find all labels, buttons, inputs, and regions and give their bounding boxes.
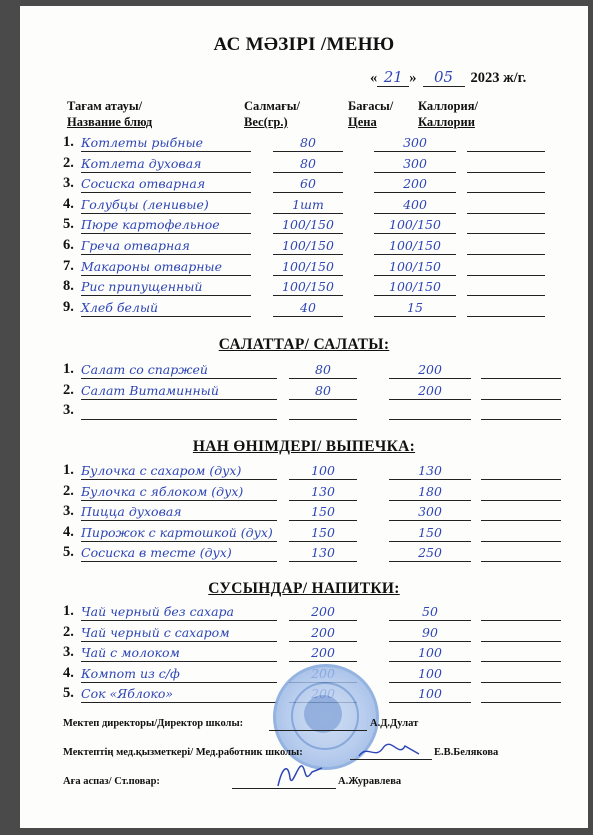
dish-name: Хлеб белый (81, 299, 251, 317)
dish-calories (481, 685, 561, 703)
cook-label: Аға аспаз/ Ст.повар: (63, 776, 160, 787)
dish-calories (467, 134, 545, 152)
director-signature-line (269, 729, 367, 731)
dish-weight: 100/150 (273, 278, 343, 296)
dish-name: Чай черный без сахара (81, 603, 277, 621)
row-number: 8. (63, 278, 74, 295)
dish-calories (481, 665, 561, 683)
menu-row (63, 544, 583, 564)
menu-row (63, 175, 583, 195)
row-number: 5. (63, 544, 74, 560)
menu-document (20, 6, 588, 828)
dish-calories (481, 644, 561, 662)
row-number: 5. (63, 216, 74, 233)
cook-signature (268, 758, 328, 790)
dish-name: Сосиска отварная (81, 175, 251, 193)
menu-row (63, 402, 583, 422)
date-day: 21 (377, 68, 409, 87)
date-open-quote: « (370, 70, 378, 86)
dish-name: Салат Витаминный (81, 382, 277, 400)
dish-price: 50 (389, 603, 471, 621)
menu-row (63, 361, 583, 381)
dish-name: Пюре картофельное (81, 216, 251, 234)
menu-row (63, 155, 583, 175)
dish-calories (481, 462, 561, 480)
dish-name: Чай с молоком (81, 644, 277, 662)
dish-calories (467, 237, 545, 255)
dish-price (389, 402, 471, 420)
menu-row (63, 382, 583, 402)
menu-row (63, 624, 583, 644)
dish-price: 300 (374, 134, 456, 152)
dish-name: Компот из с/ф (81, 665, 277, 683)
row-number: 4. (63, 523, 74, 540)
dish-name: Котлета духовая (81, 155, 251, 173)
dish-name (81, 402, 277, 420)
nurse-signature (355, 740, 425, 762)
dish-weight: 200 (289, 603, 357, 621)
header-dish: Тағам атауы/ Название блюд (67, 99, 153, 129)
dish-calories (481, 524, 561, 542)
dish-calories (467, 175, 545, 193)
dish-calories (481, 503, 561, 521)
dish-name: Чай черный с сахаром (81, 624, 277, 642)
menu-row (63, 524, 583, 544)
dish-weight: 100/150 (273, 237, 343, 255)
dish-calories (467, 299, 545, 317)
row-number: 1. (63, 462, 74, 478)
dish-name: Пицца духовая (81, 503, 277, 521)
dish-price: 15 (374, 299, 456, 317)
menu-row (63, 196, 583, 216)
menu-row (63, 462, 583, 482)
cook-name: А.Журавлева (338, 776, 402, 787)
dish-price: 100 (389, 644, 471, 662)
dish-calories (481, 603, 561, 621)
nurse-name: Е.В.Белякова (434, 747, 499, 758)
salads-title: САЛАТТАР/ САЛАТЫ: (218, 336, 390, 353)
dish-name: Сок «Яблоко» (81, 685, 277, 703)
row-number: 4. (63, 664, 74, 681)
dish-calories (481, 382, 561, 400)
row-number: 3. (63, 175, 74, 192)
dish-name: Голубцы (ленивые) (81, 196, 251, 214)
menu-row (63, 483, 583, 503)
date-year: 2023 ж/г. (470, 70, 527, 86)
dish-calories (481, 361, 561, 379)
dish-price: 400 (374, 196, 456, 214)
dish-price: 100 (389, 685, 471, 703)
dish-price: 250 (389, 544, 471, 562)
menu-row (63, 237, 583, 257)
dish-weight: 60 (273, 175, 343, 193)
dish-calories (467, 196, 545, 214)
menu-row (63, 503, 583, 523)
dish-price: 100/150 (374, 237, 456, 255)
menu-row (63, 278, 583, 298)
row-number: 3. (63, 503, 74, 519)
dish-calories (481, 483, 561, 501)
dish-weight: 80 (289, 361, 357, 379)
drinks-title: СУСЫНДАР/ НАПИТКИ: (208, 580, 400, 597)
dish-calories (467, 155, 545, 173)
dish-calories (481, 624, 561, 642)
row-number: 3. (63, 402, 74, 418)
menu-row (63, 216, 583, 236)
dish-name: Пирожок с картошкой (дух) (81, 524, 277, 542)
row-number: 1. (63, 134, 74, 150)
date-line (370, 68, 526, 87)
dish-calories (467, 216, 545, 234)
dish-name: Рис припущенный (81, 278, 251, 296)
date-close-quote: » (409, 70, 417, 86)
row-number: 2. (63, 381, 74, 398)
dish-weight: 40 (273, 299, 343, 317)
header-price: Бағасы/ Цена (348, 99, 394, 129)
menu-row (63, 299, 583, 319)
dish-price: 130 (389, 462, 471, 480)
menu-row (63, 134, 583, 154)
row-number: 7. (63, 257, 74, 274)
dish-name: Булочка с сахаром (дух) (81, 462, 277, 480)
dish-price: 100/150 (374, 258, 456, 276)
dish-price: 300 (374, 155, 456, 173)
dish-weight: 200 (289, 624, 357, 642)
dish-name: Сосиска в тесте (дух) (81, 544, 277, 562)
dish-price: 100 (389, 665, 471, 683)
dish-weight: 130 (289, 483, 357, 501)
menu-row (63, 644, 583, 664)
dish-weight: 100 (289, 462, 357, 480)
dish-weight: 80 (289, 382, 357, 400)
dish-weight (289, 402, 357, 420)
dish-name: Греча отварная (81, 237, 251, 255)
dish-weight: 150 (289, 524, 357, 542)
row-number: 3. (63, 644, 74, 660)
dish-weight: 130 (289, 544, 357, 562)
dish-calories (481, 402, 561, 420)
dish-name: Макароны отварные (81, 258, 251, 276)
dish-name: Булочка с яблоком (дух) (81, 483, 277, 501)
dish-price: 90 (389, 624, 471, 642)
dish-price: 200 (374, 175, 456, 193)
director-name: А.Д.Дулат (370, 718, 419, 729)
row-number: 6. (63, 237, 74, 253)
menu-row (63, 603, 583, 623)
dish-weight: 80 (273, 134, 343, 152)
row-number: 1. (63, 361, 74, 377)
date-month: 05 (423, 68, 465, 87)
row-number: 1. (63, 603, 74, 619)
row-number: 5. (63, 685, 74, 701)
page-title: АС МӘЗІРІ /МЕНЮ (213, 34, 395, 55)
director-label: Мектеп директоры/Директор школы: (63, 718, 244, 729)
dish-calories (481, 544, 561, 562)
header-calories: Каллория/ Каллории (418, 99, 478, 129)
dish-calories (467, 258, 545, 276)
row-number: 2. (63, 154, 74, 171)
menu-row (63, 258, 583, 278)
bakery-title: НАН ӨНІМДЕРІ/ ВЫПЕЧКА: (192, 438, 416, 455)
dish-price: 100/150 (374, 278, 456, 296)
dish-weight: 200 (289, 644, 357, 662)
dish-weight: 100/150 (273, 258, 343, 276)
dish-name: Салат со спаржей (81, 361, 277, 379)
row-number: 9. (63, 298, 74, 315)
dish-price: 100/150 (374, 216, 456, 234)
row-number: 2. (63, 482, 74, 499)
nurse-label: Мектептің мед.қызметкері/ Мед.работник школы: (63, 747, 303, 758)
dish-name: Котлеты рыбные (81, 134, 251, 152)
row-number: 2. (63, 623, 74, 640)
dish-price: 200 (389, 382, 471, 400)
header-weight: Салмағы/ Вес(гр.) (244, 99, 300, 129)
dish-price: 150 (389, 524, 471, 542)
dish-weight: 1шт (273, 196, 343, 214)
dish-price: 300 (389, 503, 471, 521)
row-number: 4. (63, 195, 74, 212)
dish-price: 180 (389, 483, 471, 501)
dish-calories (467, 278, 545, 296)
dish-weight: 150 (289, 503, 357, 521)
dish-weight: 100/150 (273, 216, 343, 234)
dish-weight: 80 (273, 155, 343, 173)
dish-price: 200 (389, 361, 471, 379)
